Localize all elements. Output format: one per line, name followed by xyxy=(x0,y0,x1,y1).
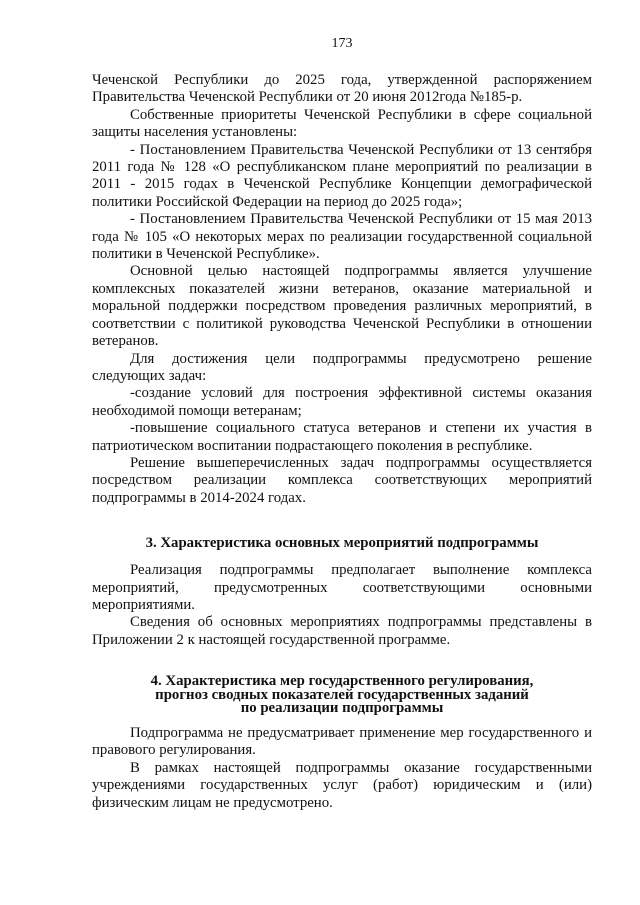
paragraph-main-goal: Основной целью настоящей подпрограммы является улучшение комплексных показателей жизни ветеранов, оказание материальной и моральной поддержки посредством проведения различных мероприятий, в соответствии с политикой руководства Чеченской Республики в отношении ветеранов. xyxy=(92,263,592,350)
section-4-heading-line-1: 4. Характеристика мер государственного регулирования, xyxy=(150,673,534,690)
paragraph-priorities: Собственные приоритеты Чеченской Республики в сфере социальной защиты населения установлены: xyxy=(92,106,592,141)
section-3-paragraph-1: Реализация подпрограммы предполагает выполнение комплекса мероприятий, предусмотренных соответствующими основными мероприятиями. xyxy=(92,562,592,613)
document-page xyxy=(92,36,592,812)
section-3-heading: 3. Характеристика основных мероприятий подпрограммы xyxy=(145,535,539,552)
paragraph-decree-128: - Постановлением Правительства Чеченской Республики от 13 сентября 2011 года № 128 «О республиканском плане мероприятий по реализации в 2011 - 2015 годах в Чеченской Республике Концепции демографической политики Российской Федерации на период до 2025 года»; xyxy=(92,141,592,210)
section-4-heading-line-2: прогноз сводных показателей государственных заданий xyxy=(155,686,529,703)
paragraph-tasks-solution: Решение вышеперечисленных задач подпрограммы осуществляется посредством реализации комплекса соответствующих мероприятий подпрограммы в 2014-2024 годах. xyxy=(92,454,592,506)
section-4-heading-line-3: по реализации подпрограммы xyxy=(240,700,444,717)
paragraph-task-1: -создание условий для построения эффективной системы оказания необходимой помощи ветеранам; xyxy=(92,385,592,419)
section-3-paragraph-2: Сведения об основных мероприятиях подпрограммы представлены в Приложении 2 к настоящей государственной программе. xyxy=(92,614,592,648)
paragraph-decree-105: - Постановлением Правительства Чеченской Республики от 15 мая 2013 года № 105 «О некоторых мерах по реализации государственной социальной политики в Чеченской Республике». xyxy=(92,211,592,263)
page-number: 173 xyxy=(331,36,353,51)
paragraph-tasks-intro: Для достижения цели подпрограммы предусмотрено решение следующих задач: xyxy=(92,350,592,384)
paragraph-task-2: -повышение социального статуса ветеранов и степени их участия в патриотическом воспитании подрастающего поколения в республике. xyxy=(92,420,592,454)
paragraph-continuation: Чеченской Республики до 2025 года, утвержденной распоряжением Правительства Чеченской Республики от 20 июня 2012года №185-р. xyxy=(92,72,592,106)
section-4-paragraph-2: В рамках настоящей подпрограммы оказание государственными учреждениями государственных услуг (работ) юридическим и (или) физическим лицам не предусмотрено. xyxy=(92,759,592,811)
section-4-heading xyxy=(92,675,592,716)
section-4-paragraph-1: Подпрограмма не предусматривает применение мер государственного и правового регулирования. xyxy=(92,724,592,759)
